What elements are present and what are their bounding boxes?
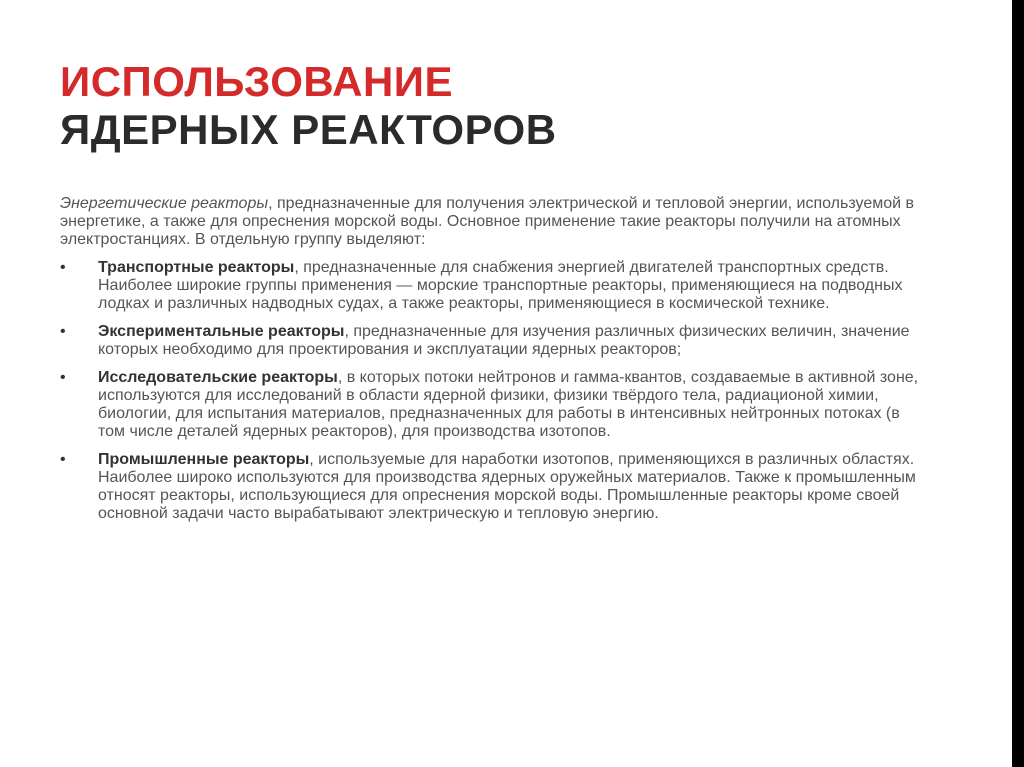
title-line-2: ЯДЕРНЫХ РЕАКТОРОВ: [60, 106, 557, 153]
item-text: , в которых потоки нейтронов и гамма-квантов, создаваемые в активной зоне, используются для исследований в области ядерной физики, физики твёрдого тела, радиационой химии, биологии, для испытания материалов, предназначенных для работы в интенсивных нейтронных потоках (в том числе деталей ядерных реакторов), для производства изотопов.: [98, 369, 919, 440]
item-text: , предназначенные для снабжения энергией двигателей транспортных средств. Наиболее широкие группы применения — морские транспортные реакторы, применяющиеся на подводных лодках и различных надводных судах, а также реакторы, применяющиеся в космической технике.: [98, 259, 903, 312]
item-text: , предназначенные для изучения различных физических величин, значение которых необходимо для проектирования и эксплуатации ядерных реакторов;: [98, 323, 910, 358]
list-item-research: [60, 369, 920, 441]
item-term: Промышленные реакторы: [98, 451, 310, 468]
intro-paragraph: [60, 195, 920, 249]
item-term: Транспортные реакторы: [98, 259, 295, 276]
list-item-experimental: [60, 323, 920, 359]
intro-lead-term: Энергетические реакторы: [60, 195, 269, 212]
reactor-types-list: [60, 259, 920, 523]
item-text: , используемые для наработки изотопов, применяющихся в различных областях. Наиболее широко используются для производства ядерных оружейных материалов. Также к промышленным относят реакторы, использующиеся для опреснения морской воды. Промышленные реакторы кроме своей основной задачи часто вырабатывают электрическую и тепловую энергию.: [98, 451, 916, 522]
list-item-transport: [60, 259, 920, 313]
bullet-mark: •: [60, 323, 66, 340]
bullet-mark: •: [60, 451, 66, 468]
item-term: Исследовательские реакторы: [98, 369, 338, 386]
slide-body: [60, 195, 920, 533]
item-term: Экспериментальные реакторы: [98, 323, 345, 340]
list-item-industrial: [60, 451, 920, 523]
bullet-mark: •: [60, 259, 66, 276]
title-line-1: ИСПОЛЬЗОВАНИЕ: [60, 58, 453, 105]
slide-title: [60, 58, 557, 154]
right-edge-bar: [1012, 0, 1024, 767]
intro-text: , предназначенные для получения электрической и тепловой энергии, используемой в энергетике, а также для опреснения морской воды. Основное применение такие реакторы получили на атомных электростанциях. В отдельную группу выделяют:: [60, 195, 914, 248]
bullet-mark: •: [60, 369, 66, 386]
